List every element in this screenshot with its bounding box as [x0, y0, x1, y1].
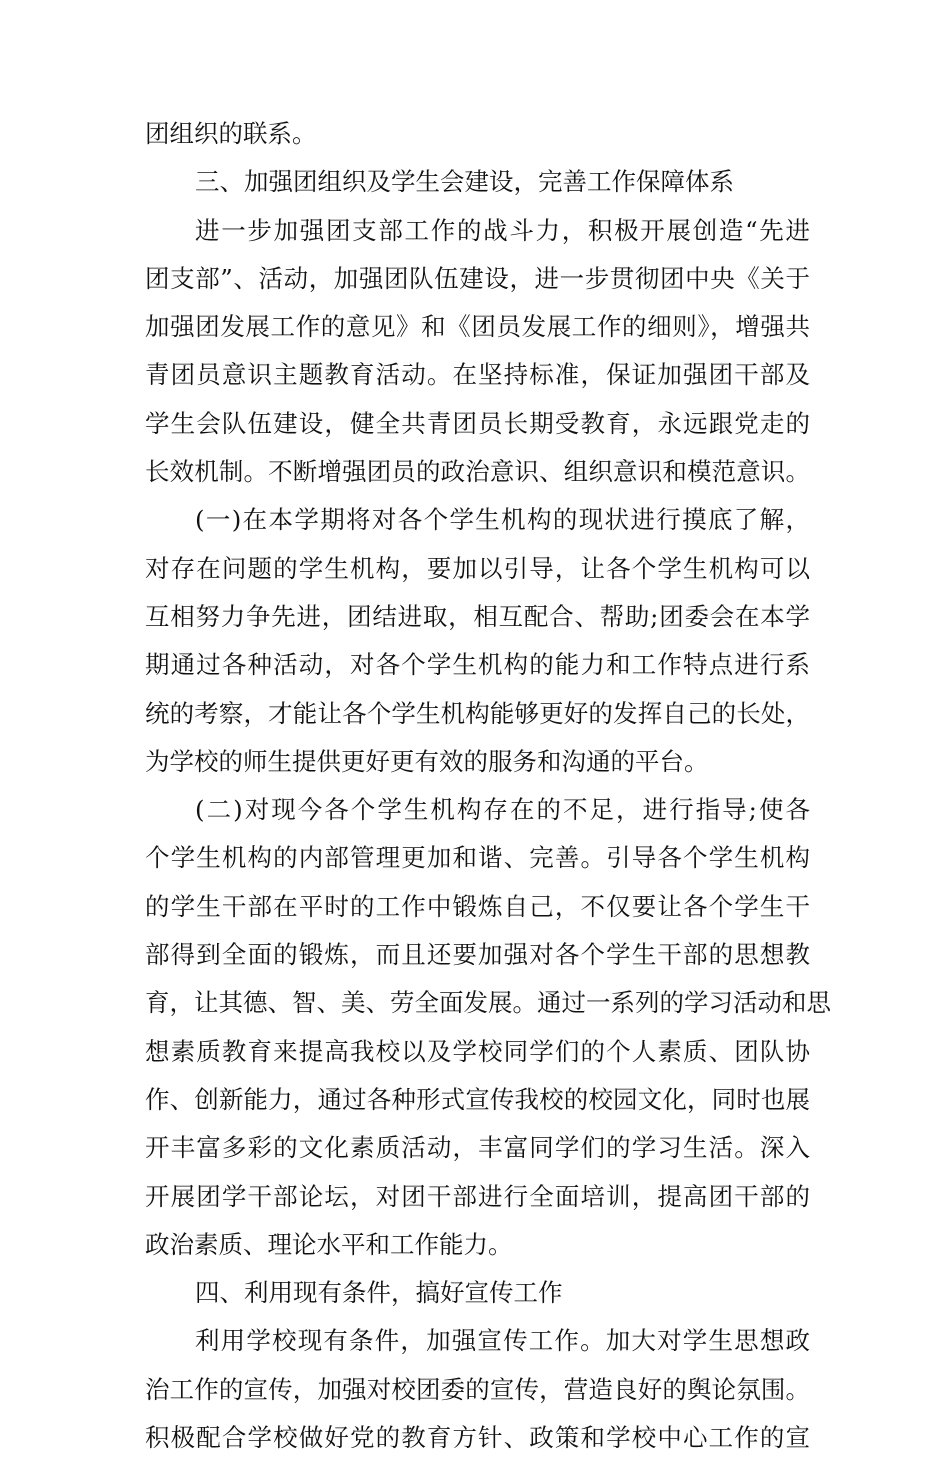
paragraph-line: 部得到全面的锻炼，而且还要加强对各个学生干部的思想教 [145, 940, 810, 970]
paragraph-line: 利用学校现有条件，加强宣传工作。加大对学生思想政 [195, 1326, 810, 1356]
paragraph-line: 统的考察，才能让各个学生机构能够更好的发挥自己的长处， [145, 698, 810, 728]
paragraph-line: 对存在问题的学生机构，要加以引导，让各个学生机构可以 [145, 553, 810, 583]
paragraph-line: 想素质教育来提高我校以及学校同学们的个人素质、团队协 [145, 1036, 810, 1066]
paragraph-line: 开展团学干部论坛，对团干部进行全面培训，提高团干部的 [145, 1181, 810, 1211]
paragraph-line: 进一步加强团支部工作的战斗力，积极开展创造“先进 [195, 215, 810, 245]
paragraph-line: 互相努力争先进，团结进取，相互配合、帮助;团委会在本学 [145, 601, 810, 631]
paragraph-line: 育，让其德、智、美、劳全面发展。通过一系列的学习活动和思 [145, 988, 831, 1018]
paragraph-line: 加强团发展工作的意见》和《团员发展工作的细则》，增强共 [145, 312, 810, 342]
paragraph-line: 学生会队伍建设，健全共青团员长期受教育，永远跟党走的 [145, 408, 810, 438]
paragraph-line: 作、创新能力，通过各种形式宣传我校的校园文化，同时也展 [145, 1084, 810, 1114]
section-heading: 四、利用现有条件，搞好宣传工作 [195, 1278, 563, 1308]
paragraph-line: 团支部”、活动，加强团队伍建设，进一步贯彻团中央《关于 [145, 263, 810, 293]
paragraph-line: 的学生干部在平时的工作中锻炼自己，不仅要让各个学生干 [145, 891, 810, 921]
paragraph-line: 青团员意识主题教育活动。在坚持标准，保证加强团干部及 [145, 360, 810, 390]
paragraph-line: (一)在本学期将对各个学生机构的现状进行摸底了解， [195, 505, 810, 535]
paragraph-line: 长效机制。不断增强团员的政治意识、组织意识和模范意识。 [145, 457, 810, 487]
document-body [145, 110, 831, 1462]
paragraph-line: 政治素质、理论水平和工作能力。 [145, 1229, 513, 1259]
paragraph-line: 为学校的师生提供更好更有效的服务和沟通的平台。 [145, 746, 709, 776]
section-heading: 三、加强团组织及学生会建设，完善工作保障体系 [195, 167, 734, 197]
paragraph-line: 期通过各种活动，对各个学生机构的能力和工作特点进行系 [145, 650, 810, 680]
paragraph-line: 积极配合学校做好党的教育方针、政策和学校中心工作的宣 [145, 1423, 810, 1453]
paragraph-line: 治工作的宣传，加强对校团委的宣传，营造良好的舆论氛围。 [145, 1374, 810, 1404]
paragraph-line: 个学生机构的内部管理更加和谐、完善。引导各个学生机构 [145, 843, 810, 873]
paragraph-line: (二)对现今各个学生机构存在的不足，进行指导;使各 [195, 795, 810, 825]
paragraph-line: 团组织的联系。 [145, 119, 317, 148]
paragraph-line: 开丰富多彩的文化素质活动，丰富同学们的学习生活。深入 [145, 1133, 810, 1163]
